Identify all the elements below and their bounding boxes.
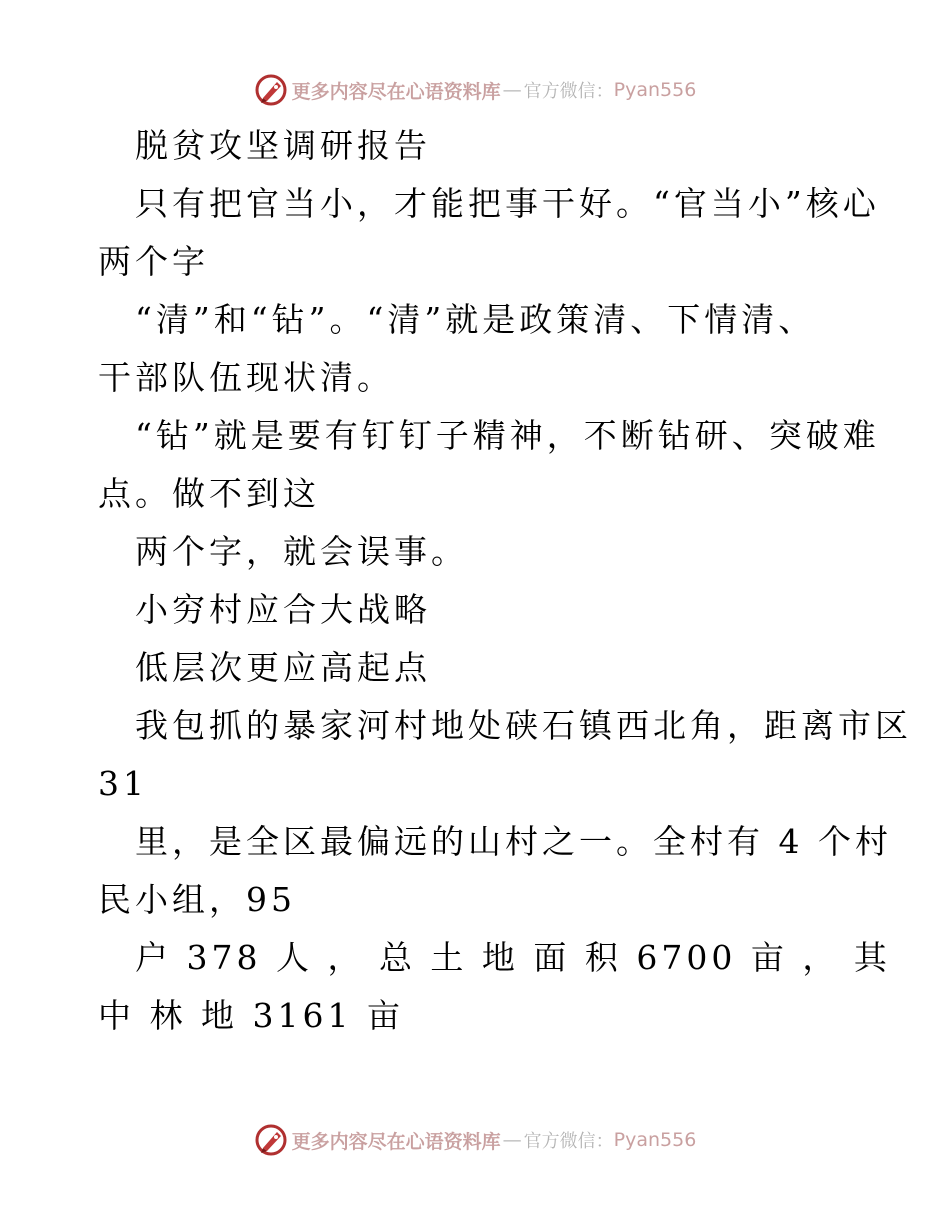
text-line: 干部队伍现状清。 (98, 358, 394, 397)
section-heading: 小穷村应合大战略 (135, 590, 431, 629)
banner-wechat-id: Pyan556 (613, 79, 697, 101)
banner-dash: — (502, 1129, 522, 1151)
header-banner (0, 70, 950, 110)
text-line: 民小组，95 (98, 880, 296, 919)
text-line: 中 林 地 3161 亩 (98, 996, 404, 1035)
document-title: 脱贫攻坚调研报告 (135, 126, 431, 165)
text-line: 里，是全区最偏远的山村之一。全村有 4 个村 (135, 822, 892, 861)
text-line: “钻”就是要有钉钉子精神，不断钻研、突破难 (135, 416, 880, 455)
banner-main-text: 更多内容尽在心语资料库 (291, 80, 501, 103)
banner-wechat-label: 官方微信： (523, 81, 614, 102)
banner-wechat-id: Pyan556 (613, 1129, 697, 1151)
text-line: 31 (98, 764, 148, 803)
banner-wechat-label: 官方微信： (523, 1131, 614, 1152)
text-line: 户 378 人 ， 总 土 地 面 积 6700 亩 ， 其 (135, 938, 891, 977)
text-line: 两个字，就会误事。 (135, 532, 468, 571)
text-line: 只有把官当小，才能把事干好。“官当小”核心 (135, 184, 880, 223)
pen-logo-icon (254, 73, 288, 107)
text-line: “清”和“钻”。“清”就是政策清、下情清、 (135, 300, 816, 339)
section-heading: 低层次更应高起点 (135, 648, 431, 687)
footer-banner (0, 1120, 950, 1160)
banner-main-text: 更多内容尽在心语资料库 (291, 1130, 501, 1153)
banner-dash: — (502, 79, 522, 101)
pen-logo-icon (254, 1123, 288, 1157)
text-line: 点。做不到这 (98, 474, 320, 513)
text-line: 两个字 (98, 242, 209, 281)
text-line: 我包抓的暴家河村地处硖石镇西北角，距离市区 (135, 706, 912, 745)
